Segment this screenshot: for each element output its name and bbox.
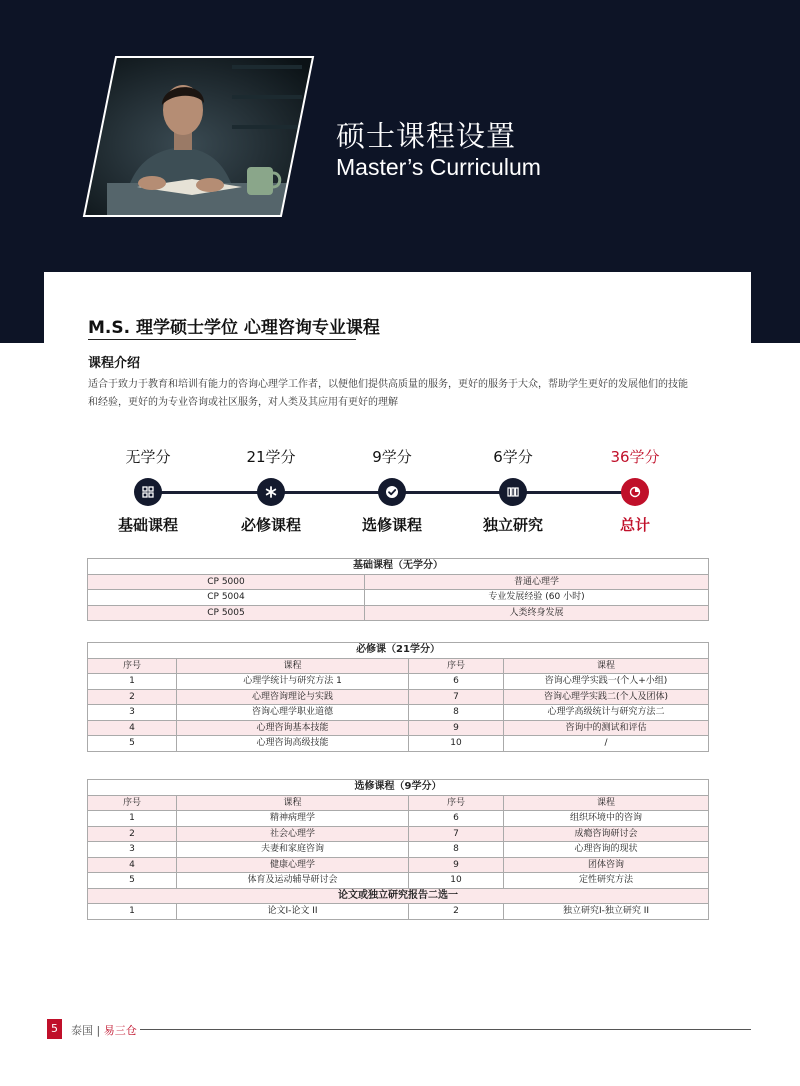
row-number: 2 [409,904,504,920]
course-name: 心理咨询高级技能 [177,736,409,752]
row-number: 9 [409,857,504,873]
required-courses-table [87,642,709,752]
step-credits: 6学分 [493,448,533,466]
program-title: M.S. 理学硕士学位 心理咨询专业课程 [88,318,380,338]
row-number: 8 [409,842,504,858]
asterisk-icon [257,478,285,506]
step-label: 独立研究 [482,516,543,534]
table-title-row [88,559,709,575]
column-header: 序号 [409,658,504,674]
course-name: / [504,736,709,752]
step-label: 选修课程 [361,516,422,534]
thesis-title: 论文或独立研究报告二选一 [88,888,709,904]
row-number: 1 [88,674,177,690]
course-name: 成瘾咨询研讨会 [504,826,709,842]
course-code: CP 5005 [88,605,365,621]
course-name: 定性研究方法 [504,873,709,889]
row-number: 2 [88,826,177,842]
row-number: 1 [88,904,177,920]
course-name: 精神病理学 [177,811,409,827]
grid-icon [134,478,162,506]
course-name: 咨询心理学实践二(个人及团体) [504,689,709,705]
step-credits: 9学分 [372,448,412,466]
page-title: 硕士课程设置 [336,119,517,153]
course-code: CP 5004 [88,590,365,606]
step-credits: 21学分 [246,448,296,466]
credit-timeline [88,444,708,544]
row-number: 10 [409,736,504,752]
course-name: 心理咨询基本技能 [177,720,409,736]
column-header: 课程 [504,658,709,674]
course-name: 人类终身发展 [365,605,709,621]
timeline-step-independent [458,444,568,535]
row-number: 3 [88,705,177,721]
course-name: 团体咨询 [504,857,709,873]
row-number: 8 [409,705,504,721]
course-name: 咨询中的测试和评估 [504,720,709,736]
pie-chart-icon [621,478,649,506]
row-number: 9 [409,720,504,736]
title-underline [88,339,356,340]
row-number: 3 [88,842,177,858]
row-number: 5 [88,736,177,752]
table-row [88,590,709,606]
course-name: 论文I-论文 II [177,904,409,920]
course-name: 咨询心理学实践一(个人+小组) [504,674,709,690]
row-number: 4 [88,857,177,873]
table-row [88,705,709,721]
timeline-step-foundation [93,444,203,535]
thesis-title-row [88,888,709,904]
column-header: 课程 [177,658,409,674]
row-number: 4 [88,720,177,736]
table-title: 选修课程（9学分） [88,780,709,796]
table-row [88,689,709,705]
column-header: 序号 [88,658,177,674]
page-subtitle: Master’s Curriculum [336,154,541,180]
course-name: 夫妻和家庭咨询 [177,842,409,858]
table-row [88,736,709,752]
student-studying-photo [82,55,315,218]
column-header: 序号 [88,795,177,811]
row-number: 1 [88,811,177,827]
page-number: 5 [47,1019,62,1039]
course-name: 健康心理学 [177,857,409,873]
course-name: 咨询心理学职业道德 [177,705,409,721]
table-row [88,857,709,873]
footer-country: 泰国 [71,1024,93,1037]
timeline-step-total [580,444,690,535]
table-title-row [88,643,709,659]
step-label: 总计 [619,516,650,534]
course-name: 独立研究I-独立研究 II [504,904,709,920]
row-number: 7 [409,689,504,705]
course-name: 心理学高级统计与研究方法二 [504,705,709,721]
course-name: 组织环境中的咨询 [504,811,709,827]
column-header: 课程 [504,795,709,811]
course-name: 专业发展经验 (60 小时) [365,590,709,606]
footer-brand [71,1022,137,1038]
footer-separator: | [96,1024,101,1037]
table-row [88,720,709,736]
table-row [88,605,709,621]
table-row [88,873,709,889]
table-row [88,811,709,827]
row-number: 10 [409,873,504,889]
timeline-step-elective [337,444,447,535]
table-row [88,674,709,690]
row-number: 6 [409,674,504,690]
foundation-courses-table [87,558,709,621]
course-name: 心理咨询的现状 [504,842,709,858]
row-number: 5 [88,873,177,889]
table-header-row [88,795,709,811]
table-row [88,904,709,920]
row-number: 2 [88,689,177,705]
table-row [88,842,709,858]
step-label: 基础课程 [117,516,178,534]
column-header: 序号 [409,795,504,811]
table-title: 基础课程（无学分） [88,559,709,575]
table-title: 必修课（21学分） [88,643,709,659]
step-credits: 36学分 [610,448,660,466]
step-credits: 无学分 [125,448,171,466]
elective-courses-table [87,779,709,920]
course-code: CP 5000 [88,574,365,590]
course-name: 社会心理学 [177,826,409,842]
course-name: 体育及运动辅导研讨会 [177,873,409,889]
book-icon [499,478,527,506]
table-header-row [88,658,709,674]
check-icon [378,478,406,506]
table-row [88,574,709,590]
course-name: 心理咨询理论与实践 [177,689,409,705]
course-name: 普通心理学 [365,574,709,590]
table-title-row [88,780,709,796]
row-number: 6 [409,811,504,827]
intro-text: 适合于致力于教育和培训有能力的咨询心理学工作者，以便他们提供高质量的服务，更好的服务于大众，帮助学生更好的发展他们的技能和经验，更好的为专业咨询或社区服务，对人类及其应用有更好的理解 [88,379,688,408]
timeline-step-required [216,444,326,535]
table-row [88,826,709,842]
course-name: 心理学统计与研究方法 1 [177,674,409,690]
column-header: 课程 [177,795,409,811]
intro-heading: 课程介绍 [88,356,141,371]
row-number: 7 [409,826,504,842]
footer-rule [140,1029,751,1030]
step-label: 必修课程 [240,516,301,534]
brand-logo-text: 易三仓 [103,1024,137,1037]
